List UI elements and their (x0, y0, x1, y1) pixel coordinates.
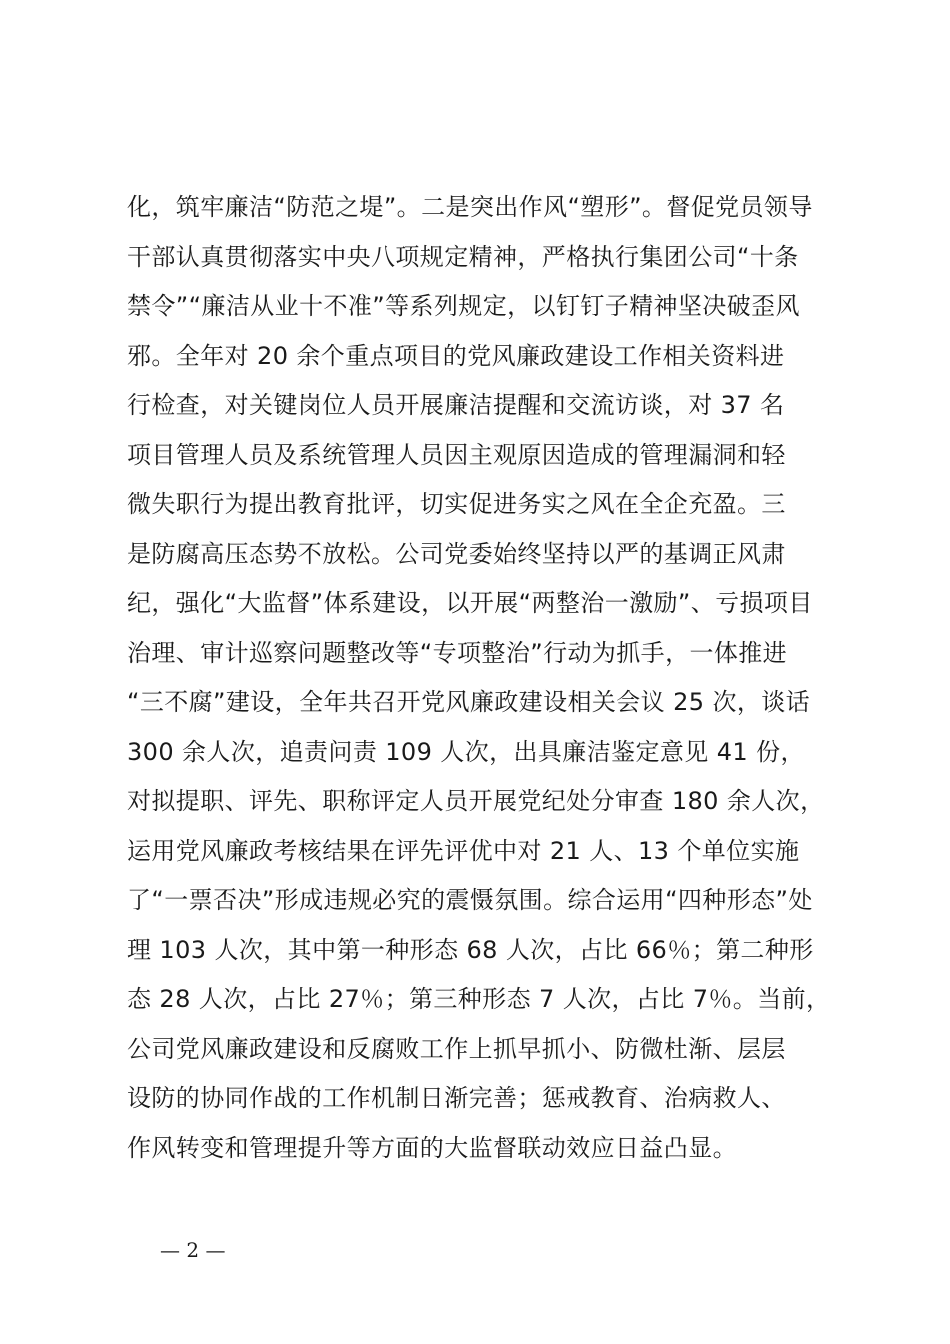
text-line: 运用党风廉政考核结果在评先评优中对 21 人、13 个单位实施 (127, 836, 800, 865)
text-line: 邪。全年对 20 余个重点项目的党风廉政建设工作相关资料进 (127, 341, 785, 370)
text-line: 微失职行为提出教育批评，切实促进务实之风在全企充盈。三 (127, 490, 786, 518)
text-line: 了“一票否决”形成违规必究的震慑氛围。综合运用“四种形态”处 (127, 886, 813, 914)
text-line: 化，筑牢廉洁“防范之堤”。二是突出作风“塑形”。督促党员领导 (127, 193, 813, 221)
text-line: 300 余人次，追责问责 109 人次，出具廉洁鉴定意见 41 份， (127, 737, 805, 766)
text-line: 作风转变和管理提升等方面的大监督联动效应日益凸显。 (127, 1133, 737, 1162)
text-line: “三不腐”建设，全年共召开党风廉政建设相关会议 25 次，谈话 (127, 688, 811, 716)
text-line: 行检查，对关键岗位人员开展廉洁提醒和交流访谈，对 37 名 (127, 391, 785, 419)
text-line: 对拟提职、评先、职称评定人员开展党纪处分审查 180 余人次， (127, 787, 825, 815)
text-line: 禁令”“廉洁从业十不准”等系列规定，以钉钉子精神坚决破歪风 (127, 292, 800, 320)
text-line: 态 28 人次，占比 27％；第三种形态 7 人次，占比 7％。当前， (127, 985, 831, 1013)
text-line: 项目管理人员及系统管理人员因主观原因造成的管理漏洞和轻 (127, 440, 786, 469)
text-line: 设防的协同作战的工作机制日渐完善；惩戒教育、治病救人、 (127, 1084, 786, 1112)
text-line: 治理、审计巡察问题整改等“专项整治”行动为抓手，一体推进 (127, 638, 788, 667)
text-line: 干部认真贯彻落实中央八项规定精神，严格执行集团公司“十条 (127, 242, 799, 271)
text-line: 理 103 人次，其中第一种形态 68 人次，占比 66％；第二种形 (127, 935, 814, 964)
text-line: 公司党风廉政建设和反腐败工作上抓早抓小、防微杜渐、层层 (127, 1034, 786, 1063)
page-number: — 2 — (160, 1238, 226, 1262)
body-paragraph (127, 183, 867, 1173)
text-line: 是防腐高压态势不放松。公司党委始终坚持以严的基调正风肃 (127, 539, 786, 568)
text-line: 纪，强化“大监督”体系建设，以开展“两整治一激励”、亏损项目 (127, 589, 813, 617)
